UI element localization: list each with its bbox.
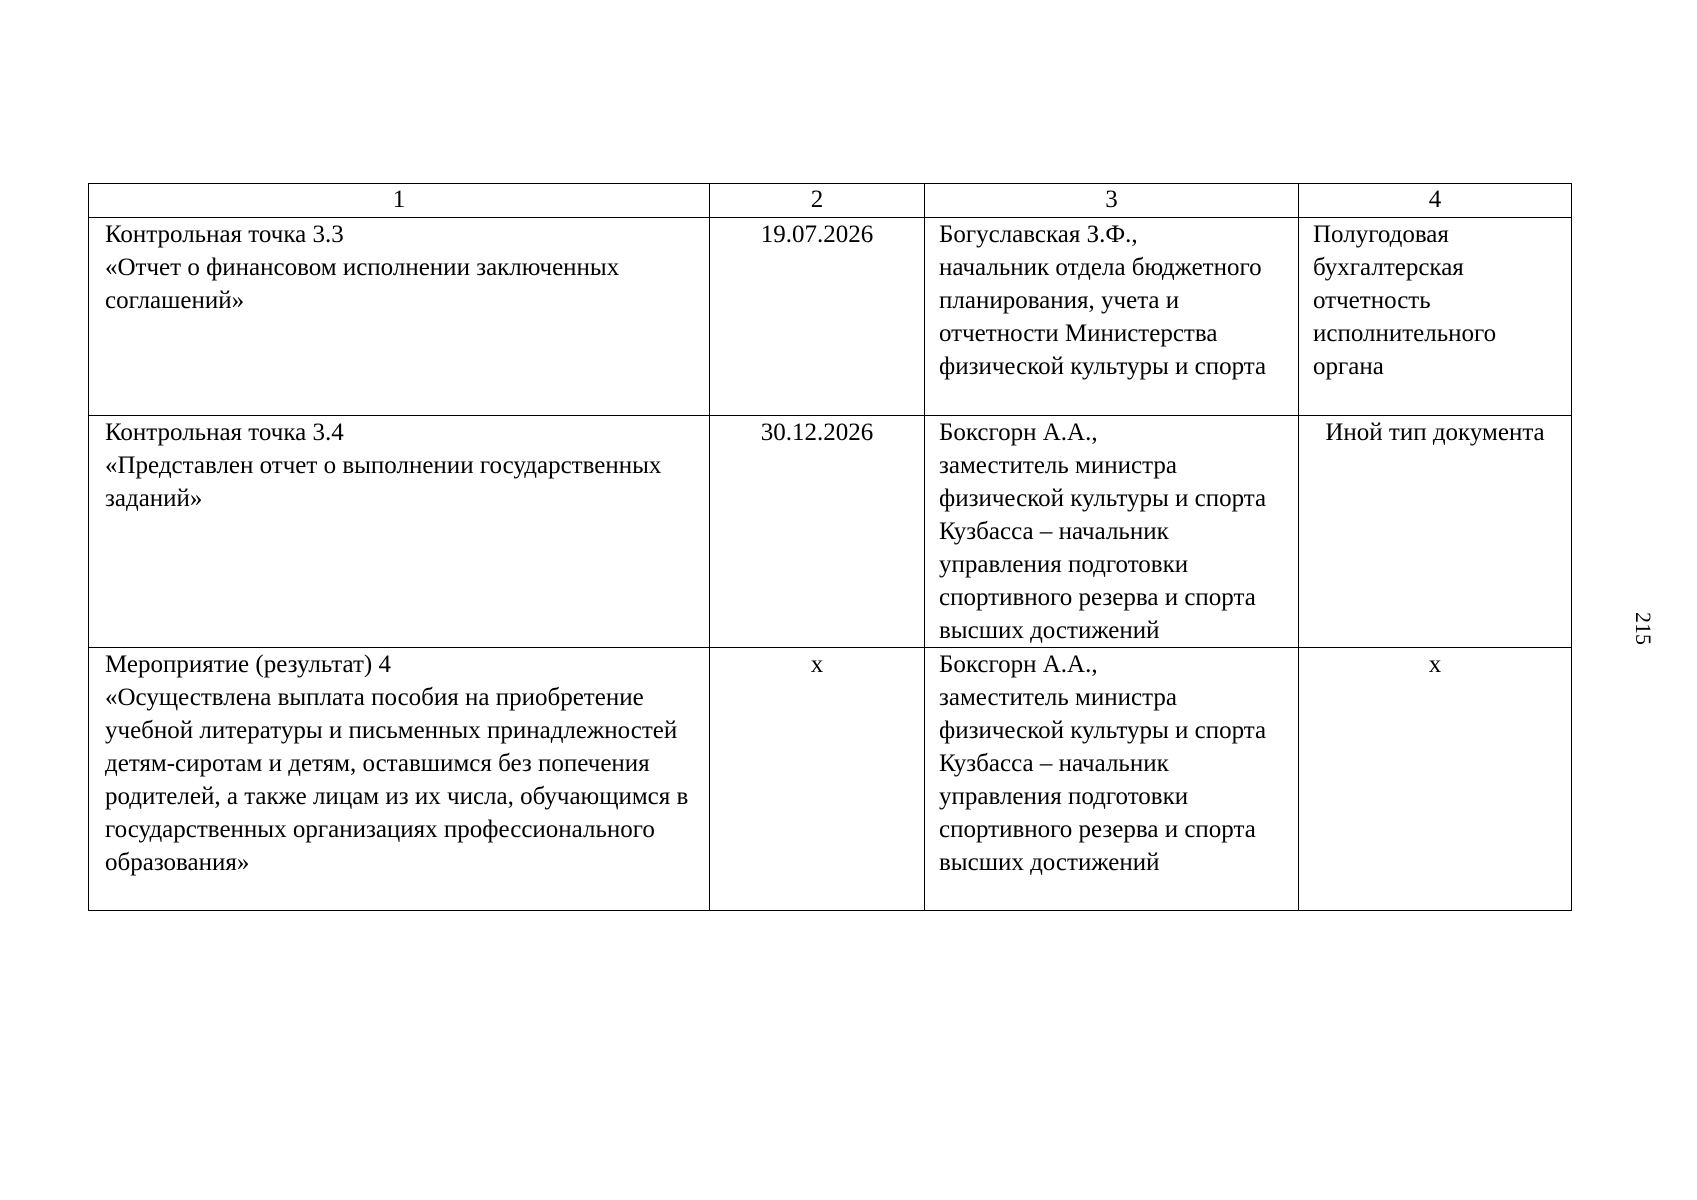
column-number-3: 3 bbox=[925, 184, 1299, 218]
date-cell: 30.12.2026 bbox=[710, 416, 925, 648]
responsible-cell: Боксгорн А.А., заместитель министра физической культуры и спорта Кузбасса – начальник управления подготовки спортивного резерва и спорта высших достижений bbox=[925, 648, 1299, 911]
column-number-1: 1 bbox=[89, 184, 710, 218]
column-number-2: 2 bbox=[710, 184, 925, 218]
document-type-cell: Полугодовая бухгалтерская отчетность исполнительного органа bbox=[1299, 218, 1572, 416]
control-points-table bbox=[88, 183, 1572, 911]
item-name-cell: Контрольная точка 3.3 «Отчет о финансовом исполнении заключенных соглашений» bbox=[89, 218, 710, 416]
date-cell: 19.07.2026 bbox=[710, 218, 925, 416]
responsible-cell: Боксгорн А.А., заместитель министра физической культуры и спорта Кузбасса – начальник управления подготовки спортивного резерва и спорта высших достижений bbox=[925, 416, 1299, 648]
column-number-4: 4 bbox=[1299, 184, 1572, 218]
responsible-cell: Богуславская З.Ф., начальник отдела бюджетного планирования, учета и отчетности Министерства физической культуры и спорта bbox=[925, 218, 1299, 416]
table-row bbox=[89, 416, 1572, 648]
table-row bbox=[89, 218, 1572, 416]
document-type-cell: х bbox=[1299, 648, 1572, 911]
item-name-cell: Контрольная точка 3.4 «Представлен отчет о выполнении государственных заданий» bbox=[89, 416, 710, 648]
item-name-cell: Мероприятие (результат) 4 «Осуществлена выплата пособия на приобретение учебной литературы и письменных принадлежностей детям-сиротам и детям, оставшимся без попечения родителей, а также лицам из их числа, обучающимся в государственных организациях профессионального образования» bbox=[89, 648, 710, 911]
document-type-cell: Иной тип документа bbox=[1299, 416, 1572, 648]
table-row bbox=[89, 648, 1572, 911]
page-number: 215 bbox=[1631, 612, 1656, 645]
date-cell: х bbox=[710, 648, 925, 911]
table-header-row bbox=[89, 184, 1572, 218]
